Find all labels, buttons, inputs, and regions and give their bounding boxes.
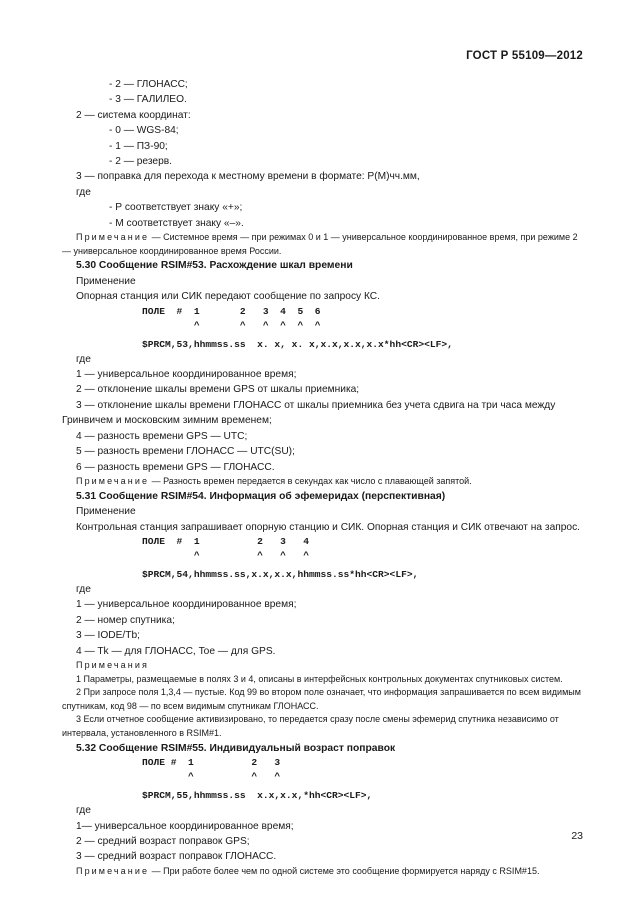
note-text: — Системное время — при режимах 0 и 1 — универсальное координированное время, при режиме 2 — универсальное координированное время России. [62, 232, 578, 256]
standard-code: ГОСТ Р 55109—2012 [466, 50, 583, 62]
field-description: 1— универсальное координированное время; [76, 820, 294, 832]
format-markers-line: ^ ^ ^ [142, 771, 281, 783]
note-prefix: Примечание [76, 475, 150, 486]
list-item: - 2 — резерв. [109, 156, 172, 168]
where-label: где [76, 353, 91, 365]
note-prefix: Примечание [76, 232, 150, 243]
note-text: — Разность времен передается в секундах как число с плавающей запятой. [149, 475, 472, 486]
list-item: - 1 — ПЗ-90; [109, 140, 168, 152]
note-paragraph: 3 Если отчетное сообщение активизировано, то передается сразу после смены эфемерид спутника независимо от интервала, установленного в RSIM#1. [62, 714, 559, 738]
field-description: 2 — отклонение шкалы времени GPS от шкалы приемника; [76, 384, 360, 396]
format-fields-line: ПОЛЕ # 1 2 3 4 [142, 535, 309, 547]
field-description: 2 — номер спутника; [76, 614, 175, 626]
page-content [62, 77, 583, 878]
field-description: 6 — разность времени GPS — ГЛОНАСС. [76, 461, 275, 473]
format-sentence-line: $PRCM,54,hhmmss.ss,x.x,x.x,hhmmss.ss*hh<CR><LF>, [142, 568, 419, 580]
field-description: 5 — разность времени ГЛОНАСС — UTC(SU); [76, 446, 295, 458]
where-label: где [76, 805, 91, 817]
field-description: 3 — IODE/Tb; [76, 630, 140, 642]
field-description: 4 — разность времени GPS — UTC; [76, 430, 248, 442]
field-description: 1 — универсальное координированное время; [76, 599, 297, 611]
application-label: Применение [76, 506, 136, 518]
section-title: 5.32 Сообщение RSIM#55. Индивидуальный возраст поправок [76, 742, 396, 754]
field-description: 3 — средний возраст поправок ГЛОНАСС. [76, 851, 277, 863]
field-description: 4 — Tk — для ГЛОНАСС, Toe — для GPS. [76, 645, 276, 657]
format-markers-line: ^ ^ ^ ^ ^ ^ [142, 319, 321, 331]
field-description: 2 — средний возраст поправок GPS; [76, 835, 250, 847]
notes-heading: Примечания [76, 659, 149, 670]
note-paragraph: 1 Параметры, размещаемые в полях 3 и 4, описаны в интерфейсных контрольных документах спутниковых систем. [76, 673, 563, 684]
application-text: Контрольная станция запрашивает опорную станцию и СИК. Опорная станция и СИК отвечают на запрос. [76, 521, 581, 533]
format-sentence-line: $PRCM,53,hhmmss.ss x. x, x. x,x.x,x.x,x.x*hh<CR><LF>, [142, 338, 453, 350]
list-item: - 0 — WGS-84; [109, 125, 179, 137]
field-description: 1 — универсальное координированное время; [76, 369, 297, 381]
list-item: - Р соответствует знаку «+»; [109, 202, 243, 214]
note-prefix: Примечание [76, 865, 150, 876]
format-sentence-line: $PRCM,55,hhmmss.ss x.x,x.x,*hh<CR><LF>, [142, 790, 373, 802]
section-title: 5.31 Сообщение RSIM#54. Информация об эфемеридах (перспективная) [76, 490, 446, 502]
note-paragraph: 2 При запросе поля 1,3,4 — пустые. Код 99 во втором поле означает, что информация запрашивается по всем видимым спутникам, код 98 — по всем видимым спутникам ГЛОНАСС. [62, 687, 581, 711]
note-paragraph [62, 231, 583, 258]
where-label: где [76, 186, 91, 198]
format-fields-line: ПОЛЕ # 1 2 3 [142, 757, 281, 769]
format-fields-line: ПОЛЕ # 1 2 3 4 5 6 [142, 305, 321, 317]
where-label: где [76, 583, 91, 595]
application-label: Применение [76, 275, 136, 287]
list-item: - М соответствует знаку «–». [109, 217, 244, 229]
note-paragraph [62, 475, 583, 489]
note-paragraph [62, 865, 583, 879]
field-description: 3 — отклонение шкалы времени ГЛОНАСС от шкалы приемника без учета сдвига на три часа между Гринвичем и московским зимним временем; [62, 399, 556, 427]
note-text: — При работе более чем по одной системе это сообщение формируется наряду с RSIM#15. [149, 865, 540, 876]
format-markers-line: ^ ^ ^ ^ [142, 549, 309, 561]
application-text: Опорная станция или СИК передают сообщение по запросу КС. [76, 291, 380, 303]
list-item: - 3 — ГАЛИЛЕО. [109, 94, 187, 106]
page-number: 23 [571, 830, 583, 842]
field-label: 3 — поправка для перехода к местному времени в формате: Р(М)чч.мм, [76, 171, 420, 183]
field-label: 2 — система координат: [76, 109, 191, 121]
list-item: - 2 — ГЛОНАСС; [109, 79, 188, 90]
section-title: 5.30 Сообщение RSIM#53. Расхождение шкал времени [76, 260, 353, 272]
